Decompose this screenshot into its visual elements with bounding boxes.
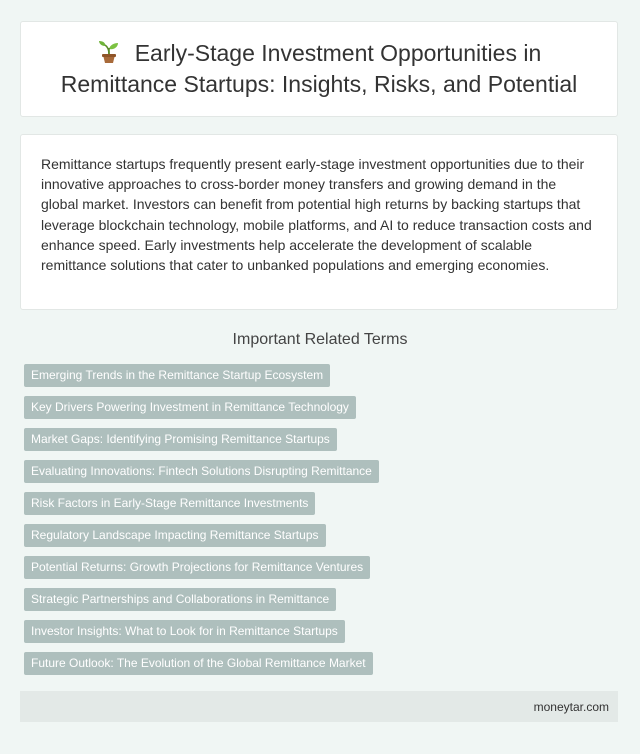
description-card (20, 134, 618, 310)
related-term-link[interactable]: Market Gaps: Identifying Promising Remittance Startups (24, 428, 337, 451)
sprout-icon (97, 40, 121, 64)
related-term-link[interactable]: Key Drivers Powering Investment in Remittance Technology (24, 396, 356, 419)
footer (20, 691, 618, 722)
page-title (39, 38, 599, 100)
related-term-link[interactable]: Potential Returns: Growth Projections for Remittance Ventures (24, 556, 370, 579)
site-link[interactable]: moneytar.com (533, 699, 609, 714)
related-terms-list (24, 364, 379, 684)
related-term-link[interactable]: Emerging Trends in the Remittance Startup Ecosystem (24, 364, 330, 387)
related-term-link[interactable]: Strategic Partnerships and Collaborations in Remittance (24, 588, 336, 611)
related-term-link[interactable]: Future Outlook: The Evolution of the Global Remittance Market (24, 652, 373, 675)
description-text: Remittance startups frequently present early-stage investment opportunities due to their innovative approaches to cross-border money transfers and growing demand in the global market. Investors can benefit from potential high returns by backing startups that leverage blockchain technology, mobile platforms, and AI to reduce transaction costs and enhance speed. Early investments help accelerate the development of scalable remittance solutions that cater to unbanked populations and emerging economies. (41, 156, 592, 274)
related-terms-heading: Important Related Terms (232, 331, 408, 348)
related-term-link[interactable]: Evaluating Innovations: Fintech Solutions Disrupting Remittance (24, 460, 379, 483)
related-term-link[interactable]: Regulatory Landscape Impacting Remittance Startups (24, 524, 326, 547)
title-text: Early-Stage Investment Opportunities in Remittance Startups: Insights, Risks, and Potential (60, 40, 578, 97)
related-term-link[interactable]: Risk Factors in Early-Stage Remittance Investments (24, 492, 315, 515)
title-card (20, 21, 618, 117)
related-term-link[interactable]: Investor Insights: What to Look for in Remittance Startups (24, 620, 345, 643)
